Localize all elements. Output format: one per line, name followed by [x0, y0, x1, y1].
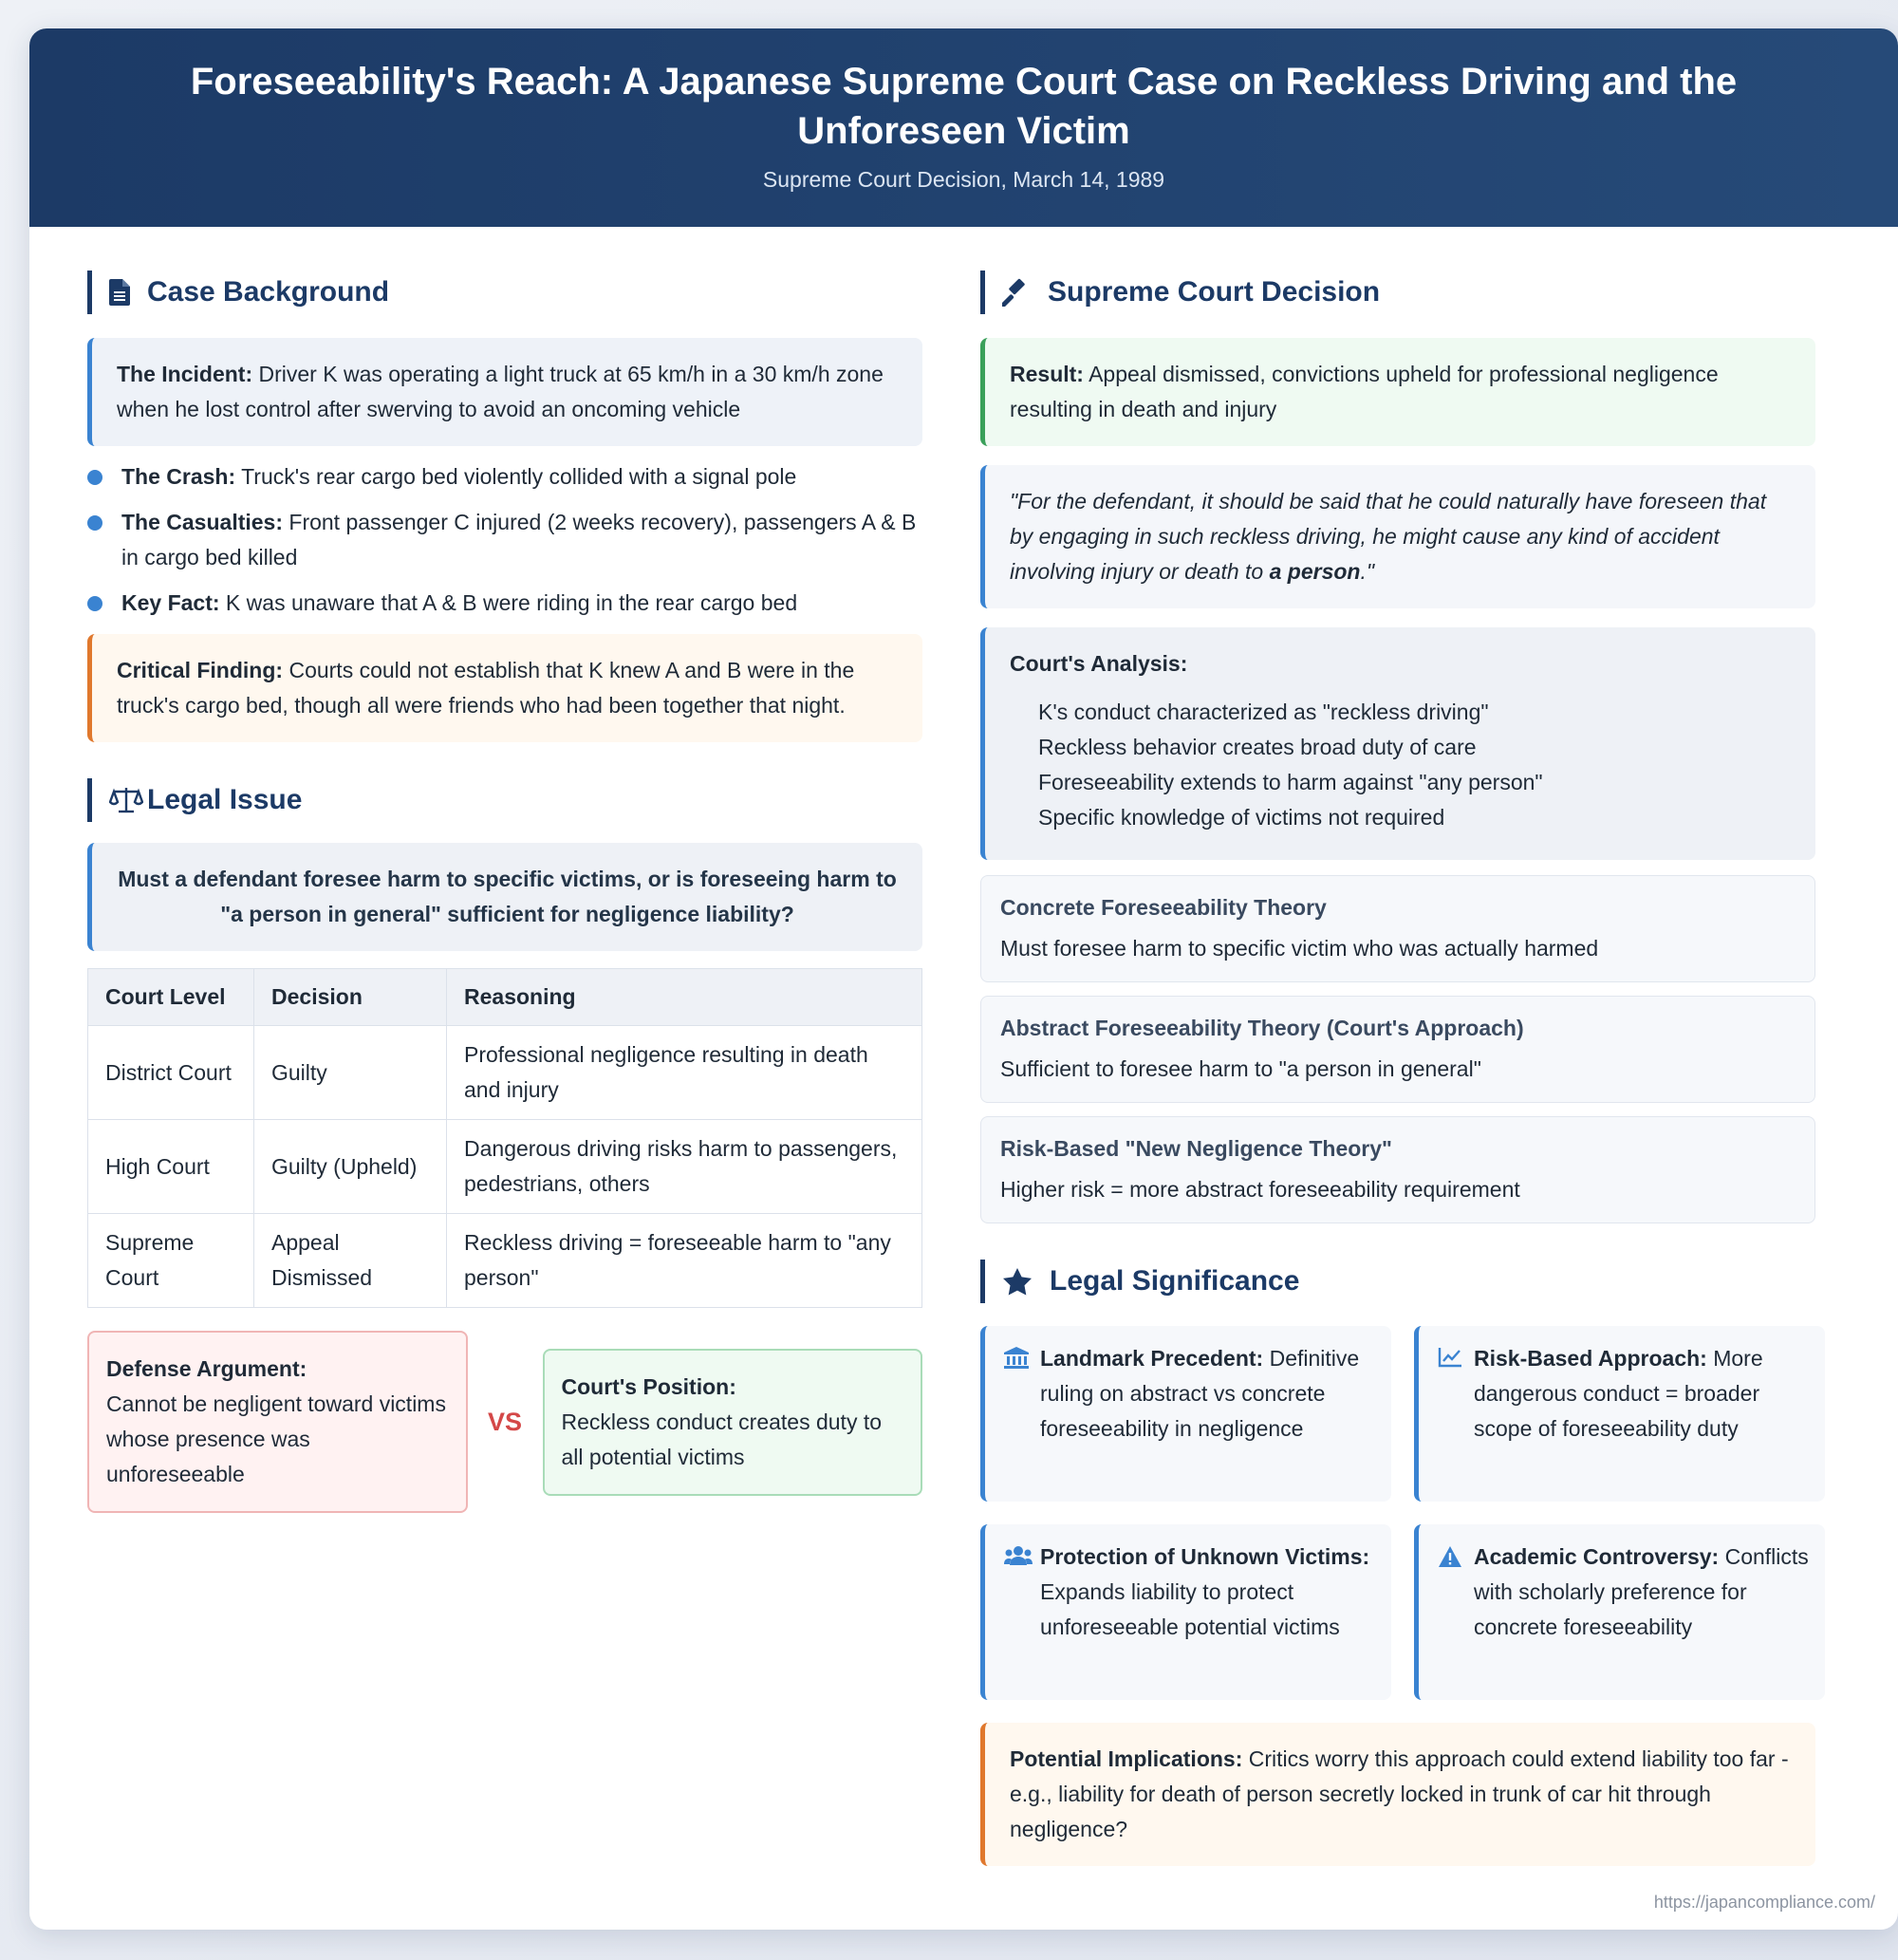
significance-card [1414, 1524, 1825, 1700]
court-position-box [543, 1349, 923, 1496]
section-title-background [87, 271, 922, 314]
theory-description: Sufficient to foresee harm to "a person in general" [1000, 1056, 1481, 1081]
table-cell: Guilty [254, 1026, 447, 1120]
infographic-card [29, 28, 1898, 1930]
theory-title: Concrete Foreseeability Theory [1000, 895, 1327, 920]
document-icon [109, 279, 130, 306]
list-item [87, 459, 922, 495]
significance-text: Definitive ruling on abstract vs concrete foreseeability in negligence [1040, 1346, 1360, 1441]
table-header: Decision [254, 969, 447, 1026]
legal-question-box [87, 843, 922, 951]
table-cell: District Court [88, 1026, 254, 1120]
list-item [87, 505, 922, 575]
court-position-label: Court's Position: [561, 1373, 736, 1399]
defense-text: Cannot be negligent toward victims whose presence was unforeseeable [106, 1391, 446, 1486]
source-url: https://japancompliance.com/ [1653, 1893, 1875, 1912]
result-text: Appeal dismissed, convictions upheld for professional negligence resulting in death and injury [1010, 362, 1719, 421]
significance-card [1414, 1326, 1825, 1502]
star-icon [1002, 1267, 1033, 1296]
theory-card [980, 996, 1815, 1103]
theory-card [980, 875, 1815, 982]
argument-comparison [87, 1331, 922, 1513]
warning-icon [1438, 1545, 1462, 1568]
theory-title: Risk-Based "New Negligence Theory" [1000, 1136, 1392, 1161]
list-item: Foreseeability extends to harm against "any person" [1038, 770, 1543, 794]
left-column [87, 271, 922, 1513]
court-quote-box [980, 465, 1815, 608]
significance-text: Conflicts with scholarly preference for concrete foreseeability [1474, 1544, 1809, 1639]
table-cell: Professional negligence resulting in death and injury [447, 1026, 922, 1120]
theory-card [980, 1116, 1815, 1223]
analysis-title: Court's Analysis: [1010, 651, 1188, 676]
list-item [87, 586, 922, 621]
table-cell: Appeal Dismissed [254, 1214, 447, 1308]
table-cell: High Court [88, 1120, 254, 1214]
bullet-text: Truck's rear cargo bed violently collided with a signal pole [235, 464, 797, 489]
significance-card [980, 1326, 1391, 1502]
result-box [980, 338, 1815, 446]
court-decisions-table [87, 968, 922, 1308]
table-row [88, 1120, 922, 1214]
theory-description: Must foresee harm to specific victim who was actually harmed [1000, 936, 1599, 961]
significance-label: Protection of Unknown Victims: [1040, 1544, 1370, 1569]
quote-text: "For the defendant, it should be said that he could naturally have foreseen that by engaging in such reckless driving, he might cause any kind of accident involving injury or death to [1010, 489, 1767, 584]
implications-label: Potential Implications: [1010, 1746, 1243, 1771]
bullet-label: The Casualties: [121, 510, 283, 534]
table-row [88, 1214, 922, 1308]
table-cell: Supreme Court [88, 1214, 254, 1308]
court-analysis-box [980, 627, 1815, 860]
table-cell: Guilty (Upheld) [254, 1120, 447, 1214]
implications-box [980, 1723, 1815, 1866]
right-column [980, 271, 1815, 1866]
incident-box [87, 338, 922, 446]
table-header: Reasoning [447, 969, 922, 1026]
defense-label: Defense Argument: [106, 1356, 307, 1381]
theories-list [980, 875, 1815, 1223]
critical-finding-box [87, 634, 922, 742]
bullet-label: The Crash: [121, 464, 236, 489]
table-cell: Reckless driving = foreseeable harm to "any person" [447, 1214, 922, 1308]
page-subtitle: Supreme Court Decision, March 14, 1989 [762, 167, 1165, 192]
section-heading: Legal Significance [1050, 1265, 1300, 1297]
section-heading: Legal Issue [147, 784, 303, 815]
landmark-icon [1004, 1347, 1029, 1370]
section-heading: Supreme Court Decision [1048, 276, 1381, 308]
page-title: Foreseeability's Reach: A Japanese Supreme Court Case on Reckless Driving and the Unforeseen Victim [190, 61, 1738, 152]
critical-label: Critical Finding: [117, 658, 284, 682]
table-cell: Dangerous driving risks harm to passengers, pedestrians, others [447, 1120, 922, 1214]
bullet-text: K was unaware that A & B were riding in the rear cargo bed [219, 590, 798, 615]
bullet-label: Key Fact: [121, 590, 220, 615]
significance-label: Risk-Based Approach: [1474, 1346, 1707, 1371]
result-label: Result: [1010, 362, 1084, 386]
implications-text: Critics worry this approach could extend liability too far - e.g., liability for death of person secretly locked in trunk of car hit through negligence? [1010, 1746, 1789, 1841]
section-title-decision [980, 271, 1815, 314]
significance-card [980, 1524, 1391, 1700]
list-item: Specific knowledge of victims not required [1038, 805, 1445, 830]
section-title-significance [980, 1260, 1815, 1303]
quote-end: ." [1360, 559, 1375, 584]
theory-title: Abstract Foreseeability Theory (Court's Approach) [1000, 1016, 1524, 1040]
table-row [88, 1026, 922, 1120]
court-position-text: Reckless conduct creates duty to all potential victims [561, 1409, 883, 1469]
significance-grid [980, 1326, 1815, 1700]
significance-text: More dangerous conduct = broader scope of foreseeability duty [1474, 1346, 1763, 1441]
scale-icon [109, 786, 143, 814]
list-item: Reckless behavior creates broad duty of care [1038, 735, 1477, 759]
theory-description: Higher risk = more abstract foreseeability requirement [1000, 1177, 1520, 1202]
chart-line-icon [1438, 1347, 1462, 1368]
quote-emphasis: a person [1269, 559, 1361, 584]
analysis-list [1010, 695, 1791, 835]
significance-label: Landmark Precedent: [1040, 1346, 1264, 1371]
list-item: K's conduct characterized as "reckless driving" [1038, 700, 1489, 724]
incident-text: Driver K was operating a light truck at 65 km/h in a 30 km/h zone when he lost control after swerving to avoid an oncoming vehicle [117, 362, 884, 421]
table-header-row [88, 969, 922, 1026]
defense-argument-box [87, 1331, 468, 1513]
section-heading: Case Background [147, 276, 390, 308]
header-banner [29, 28, 1898, 227]
gavel-icon [1002, 278, 1031, 307]
section-title-legal-issue [87, 778, 922, 822]
significance-label: Academic Controversy: [1474, 1544, 1720, 1569]
significance-text: Expands liability to protect unforeseeable potential victims [1040, 1579, 1340, 1639]
bullet-text: Front passenger C injured (2 weeks recovery), passengers A & B in cargo bed killed [121, 510, 917, 569]
facts-list [87, 459, 922, 621]
critical-text: Courts could not establish that K knew A and B were in the truck's cargo bed, though all were friends who had been together that night. [117, 658, 855, 718]
users-icon [1004, 1545, 1033, 1566]
incident-label: The Incident: [117, 362, 253, 386]
legal-question: Must a defendant foresee harm to specific victims, or is foreseeing harm to "a person in general" sufficient for negligence liability? [118, 867, 897, 926]
table-header: Court Level [88, 969, 254, 1026]
vs-label: VS [487, 1407, 523, 1436]
